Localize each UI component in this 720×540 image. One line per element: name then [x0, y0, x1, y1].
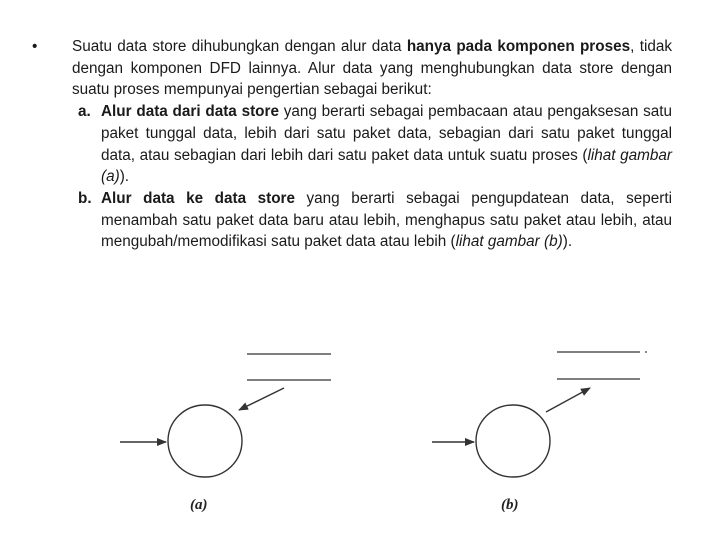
list-item-a-body: yang berarti sebagai pembacaan atau pengaksesan satu paket tunggal data, lebih dari satu paket data, sebagian dari satu paket tunggal data, atau sebagian dari lebih dari satu paket data untuk suatu proses (: [101, 103, 672, 164]
list-item-b-ref: lihat gambar (b): [455, 233, 563, 251]
store-to-process-a-arrow: [239, 388, 284, 410]
figure-b: [432, 351, 647, 477]
list-item-a-end: ).: [119, 168, 130, 186]
figure-a-caption: (a): [190, 497, 208, 513]
intro-text-1: Suatu data store dihubungkan dengan alur data: [72, 38, 407, 55]
list-item-b-body: yang berarti sebagai pengupdatean data, seperti menambah satu paket data baru atau lebih, menghapus satu paket atau lebih, atau mengubah/memodifikasi satu paket data atau lebih (: [101, 189, 672, 251]
figure-b-caption: (b): [501, 497, 519, 513]
process-to-store-b-arrow: [546, 388, 590, 412]
bullet-icon: •: [32, 38, 38, 55]
intro-bold: hanya pada komponen proses: [406, 38, 631, 55]
list-marker-b: b.: [78, 189, 92, 207]
list-item-b-bold: Alur data ke data store: [101, 189, 295, 207]
list-item-b-end: ).: [562, 233, 573, 251]
intro-text-2: , tidak dengan komponen DFD lainnya. Alur data yang menghubungkan data store dengan suatu proses mempunyai pengertian sebagai berikut:: [72, 38, 673, 99]
process-a-circle: [168, 405, 242, 477]
data-store-b-dot: [645, 351, 647, 353]
figure-a: [120, 354, 331, 477]
list-item-a-ref: lihat gambar (a): [101, 146, 672, 186]
process-b-circle: [476, 405, 550, 477]
list-item-a-bold: Alur data dari data store: [101, 103, 279, 121]
list-marker-a: a.: [78, 103, 91, 121]
